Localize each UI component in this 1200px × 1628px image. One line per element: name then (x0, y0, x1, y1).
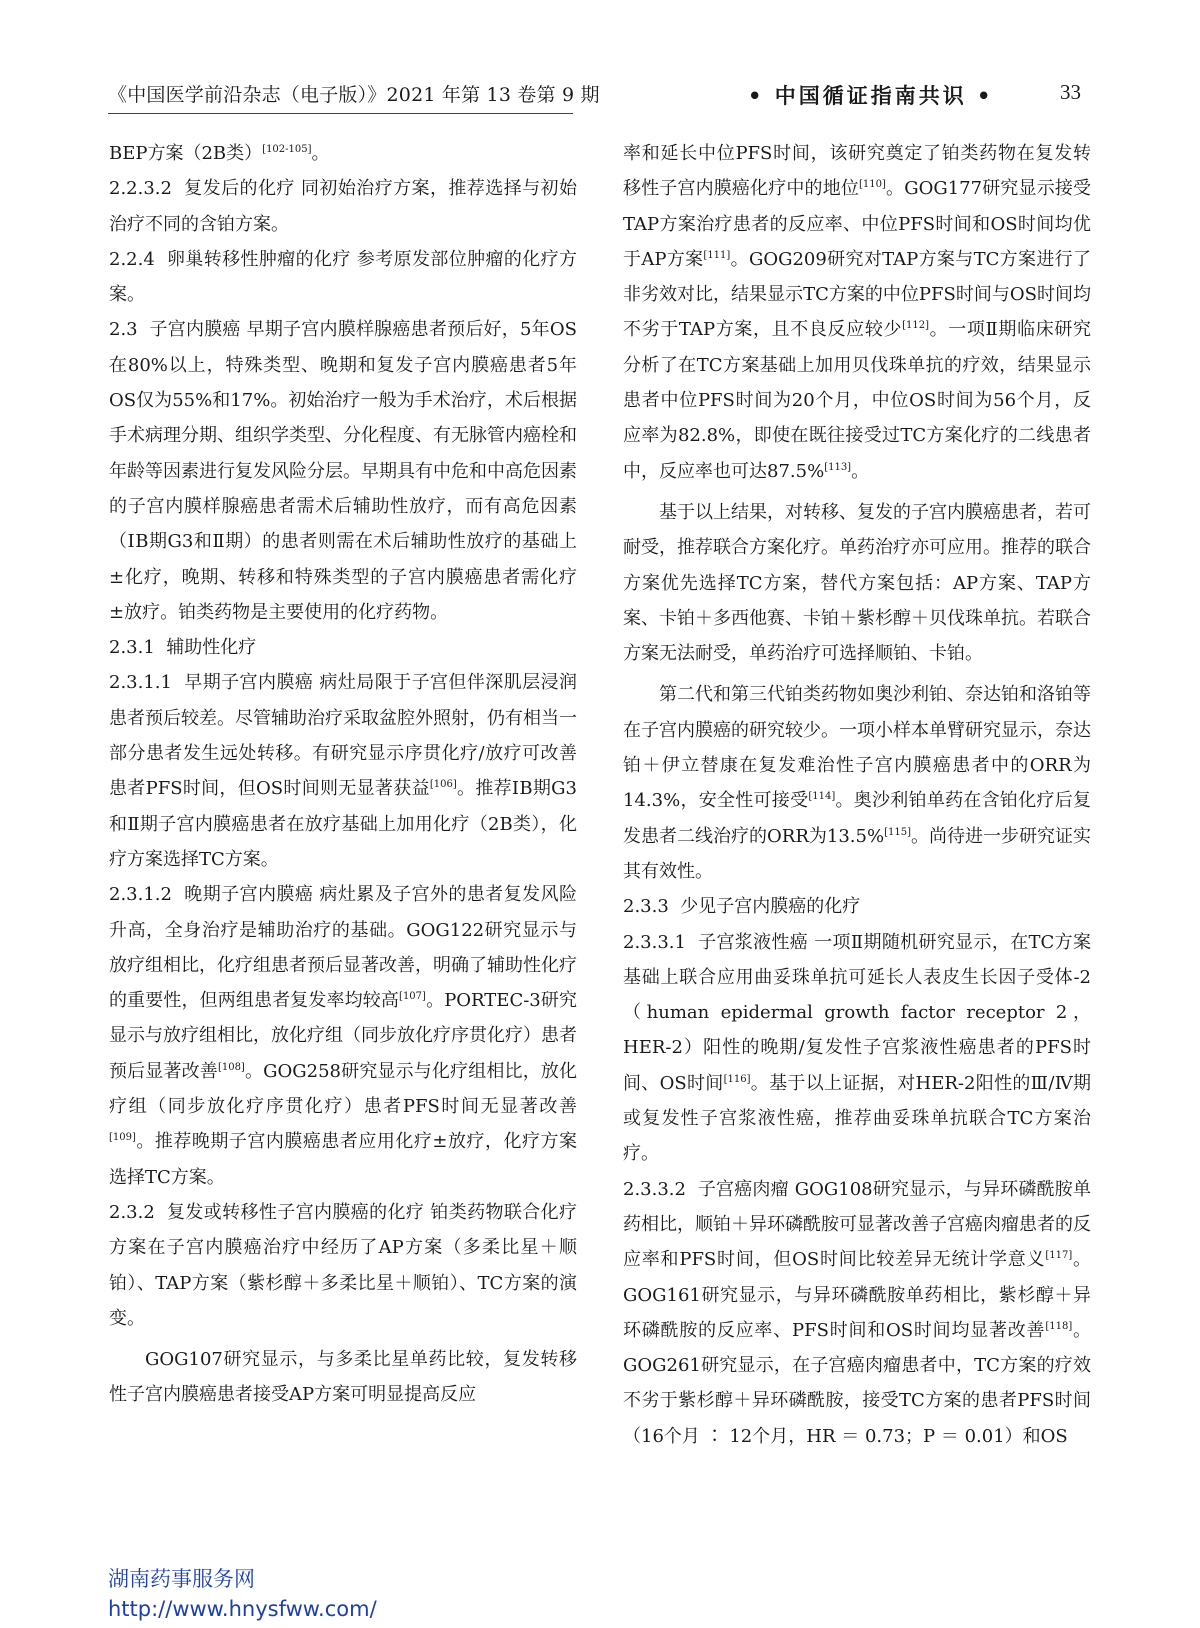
paragraph: 基于以上结果，对转移、复发的子宫内膜癌患者，若可耐受，推荐联合方案化疗。单药治疗亦可应用。推荐的联合方案优先选择TC方案，替代方案包括：AP方案、TAP方案、卡铂＋多西他赛、卡铂＋紫杉醇＋贝伐珠单抗。若联合方案无法耐受，单药治疗可选择顺铂、卡铂。 (623, 501, 1091, 665)
paragraph: 第二代和第三代铂类药物如奥沙利铂、奈达铂和洛铂等在子宫内膜癌的研究较少。一项小样本单臂研究显示，奈达铂＋伊立替康在复发难治性子宫内膜癌患者中的ORR为14.3%，安全性可接受[114]。奥沙利铂单药在含铂化疗后复发患者二线治疗的ORR为13.5%[115]。尚待进一步研究证实其有效性。 (623, 684, 1092, 882)
citation: [113] (824, 461, 852, 473)
citation: [117] (1045, 1250, 1073, 1262)
citation: [111] (703, 249, 731, 261)
citation: [102-105] (262, 144, 312, 155)
watermark-footer (108, 1564, 377, 1624)
subsection-heading: 2.3.3 少见子宫内膜癌的化疗 (623, 896, 861, 918)
right-column (623, 136, 1091, 1454)
section-heading: 2.3.3.1 子宫浆液性癌 (623, 931, 809, 953)
page-number: 33 (1060, 80, 1081, 104)
citation: [116] (723, 1073, 751, 1085)
section-heading: 2.3 子宫内膜癌 (109, 319, 241, 341)
citation: [110] (859, 179, 886, 191)
citation: [106] (429, 779, 457, 791)
paragraph: 2.2.4 卵巢转移性肿瘤的化疗 参考原发部位肿瘤的化疗方案。 (109, 248, 577, 306)
section-heading: 2.2.4 卵巢转移性肿瘤的化疗 (109, 248, 351, 270)
paragraph: GOG107研究显示，与多柔比星单药比较，复发转移性子宫内膜癌患者接受AP方案可明显提高反应 (109, 1349, 577, 1406)
site-name: 湖南药事服务网 (108, 1567, 255, 1591)
paragraph: 率和延长中位PFS时间，该研究奠定了铂类药物在复发转移性子宫内膜癌化疗中的地位[110]。GOG177研究显示接受TAP方案治疗患者的反应率、中位PFS时间和OS时间均优于AP方案[111]。GOG209研究对TAP方案与TC方案进行了非劣效对比，结果显示TC方案的中位PFS时间与OS时间均不劣于TAP方案，且不良反应较少[112]。一项Ⅱ期临床研究分析了在TC方案基础上加用贝伐珠单抗的疗效，结果显示患者中位PFS时间为20个月，中位OS时间为56个月，反应率为82.8%，即使在既往接受过TC方案化疗的二线患者中，反应率也可达87.5%[113]。 (623, 143, 1092, 482)
paragraph: BEP方案（2B类）[102-105]。 (109, 143, 330, 164)
paragraph: 2.3.1.1 早期子宫内膜癌 病灶局限于子宫但伴深肌层浸润患者预后较差。尽管辅助治疗采取盆腔外照射，仍有相当一部分患者发生远处转移。有研究显示序贯化疗/放疗可改善患者PFS时间，但OS时间则无显著获益[106]。推荐ⅠB期G3和Ⅱ期子宫内膜癌患者在放疗基础上加用化疗（2B类），化疗方案选择TC方案。 (109, 672, 577, 870)
left-column (109, 136, 577, 1413)
section-heading: 2.3.1.1 早期子宫内膜癌 (109, 672, 314, 694)
paragraph: 2.2.3.2 复发后的化疗 同初始治疗方案，推荐选择与初始治疗不同的含铂方案。 (109, 178, 577, 235)
journal-title: 《中国医学前沿杂志（电子版）》2021 年第 13 卷第 9 期 (108, 84, 600, 106)
paragraph: 2.3.1.2 晚期子宫内膜癌 病灶累及子宫外的患者复发风险升高，全身治疗是辅助治疗的基础。GOG122研究显示与放疗组相比，化疗组患者预后显著改善，明确了辅助性化疗的重要性，但两组患者复发率均较高[107]。PORTEC-3研究显示与放疗组相比，放化疗组（同步放化疗序贯化疗）患者预后显著改善[108]。GOG258研究显示与化疗组相比，放化疗组（同步放化疗序贯化疗）患者PFS时间无显著改善[109]。推荐晚期子宫内膜癌患者应用化疗±放疗，化疗方案选择TC方案。 (109, 884, 578, 1188)
paragraph: 2.3.3.2 子宫癌肉瘤 GOG108研究显示，与异环磷酰胺单药相比，顺铂＋异环磷酰胺可显著改善子宫癌肉瘤患者的反应率和PFS时间，但OS时间比较差异无统计学意义[117]。GOG161研究显示，与异环磷酰胺单药相比，紫杉醇＋异环磷酰胺的反应率、PFS时间和OS时间均显著改善[118]。GOG261研究显示，在子宫癌肉瘤患者中，TC方案的疗效不劣于紫杉醇＋异环磷酰胺，接受TC方案的患者PFS时间（16个月 ∶ 12个月，HR ＝ 0.73；P ＝ 0.01）和OS (623, 1178, 1091, 1447)
citation: [112] (902, 320, 929, 332)
citation: [115] (884, 826, 911, 838)
header-divider (108, 113, 573, 114)
citation: [107] (399, 991, 426, 1003)
citation: [108] (217, 1061, 245, 1073)
section-heading: 2.2.3.2 复发后的化疗 (109, 178, 295, 200)
section-title: • 中国循证指南共识 • (748, 84, 994, 108)
site-url-link[interactable]: http://www.hnysfww.com/ (108, 1597, 377, 1621)
section-heading: 2.3.2 复发或转移性子宫内膜癌的化疗 (109, 1201, 425, 1223)
paragraph: 2.3 子宫内膜癌 早期子宫内膜样腺癌患者预后好，5年OS在80%以上，特殊类型、晚期和复发子宫内膜癌患者5年OS仅为55%和17%。初始治疗一般为手术治疗，术后根据手术病理分期、组织学类型、分化程度、有无脉管内癌栓和年龄等因素进行复发风险分层。早期具有中危和中高危因素的子宫内膜样腺癌患者需术后辅助性放疗，而有高危因素（ⅠB期G3和Ⅱ期）的患者则需在术后辅助性放疗的基础上±化疗，晚期、转移和特殊类型的子宫内膜癌患者需化疗±放疗。铂类药物是主要使用的化疗药物。 (109, 319, 577, 623)
paragraph: 2.3.3.1 子宫浆液性癌 一项Ⅱ期随机研究显示，在TC方案基础上联合应用曲妥珠单抗可延长人表皮生长因子受体-2（human epidermal growth factor receptor 2，HER-2）阳性的晚期/复发性子宫浆液性癌患者的PFS时间、OS时间[116]。基于以上证据，对HER-2阳性的Ⅲ/Ⅳ期或复发性子宫浆液性癌，推荐曲妥珠单抗联合TC方案治疗。 (623, 931, 1092, 1165)
section-heading: 2.3.1.2 晚期子宫内膜癌 (109, 884, 314, 906)
citation: [109] (109, 1132, 136, 1144)
paragraph: 2.3.2 复发或转移性子宫内膜癌的化疗 铂类药物联合化疗方案在子宫内膜癌治疗中经历了AP方案（多柔比星＋顺铂）、TAP方案（紫杉醇＋多柔比星＋顺铂）、TC方案的演变。 (109, 1201, 577, 1329)
citation: [114] (808, 791, 836, 803)
section-heading: 2.3.3.2 子宫癌肉瘤 (623, 1178, 789, 1200)
subsection-heading: 2.3.1 辅助性化疗 (109, 637, 257, 659)
citation: [118] (1045, 1320, 1073, 1332)
